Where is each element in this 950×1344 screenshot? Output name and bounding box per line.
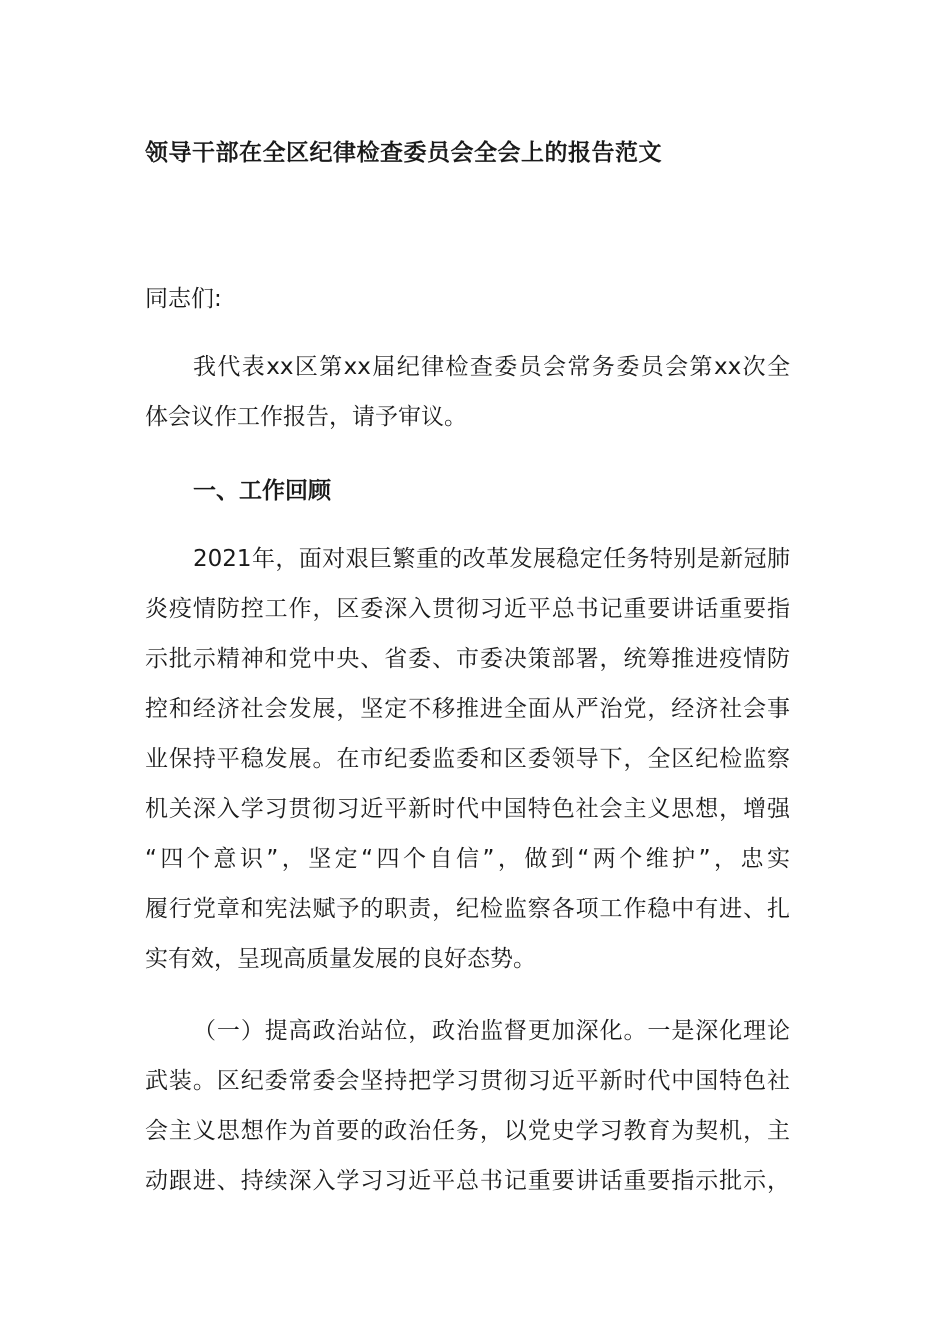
paragraph-line: 我代表xx区第xx届纪律检查委员会常务委员会第xx次全 xyxy=(193,354,790,380)
salutation: 同志们: xyxy=(145,286,222,312)
paragraph-line: （一）提高政治站位，政治监督更加深化。一是深化理论 xyxy=(193,1018,790,1044)
paragraph-line: 履行党章和宪法赋予的职责，纪检监察各项工作稳中有进、扎 xyxy=(145,896,790,922)
paragraph-line: “四个意识”，坚定“四个自信”，做到“两个维护”，忠实 xyxy=(145,846,790,872)
paragraph-line: 动跟进、持续深入学习习近平总书记重要讲话重要指示批示， xyxy=(145,1168,790,1194)
paragraph-line: 控和经济社会发展，坚定不移推进全面从严治党，经济社会事 xyxy=(145,696,790,722)
paragraph-line: 炎疫情防控工作，区委深入贯彻习近平总书记重要讲话重要指 xyxy=(145,596,790,622)
document-title: 领导干部在全区纪律检查委员会全会上的报告范文 xyxy=(145,140,662,166)
paragraph-line: 2021年，面对艰巨繁重的改革发展稳定任务特别是新冠肺 xyxy=(193,546,790,572)
paragraph-line: 业保持平稳发展。在市纪委监委和区委领导下，全区纪检监察 xyxy=(145,746,790,772)
paragraph-line: 示批示精神和党中央、省委、市委决策部署，统筹推进疫情防 xyxy=(145,646,790,672)
paragraph-line: 武装。区纪委常委会坚持把学习贯彻习近平新时代中国特色社 xyxy=(145,1068,790,1094)
paragraph-line: 机关深入学习贯彻习近平新时代中国特色社会主义思想，增强 xyxy=(145,796,790,822)
paragraph-line: 实有效，呈现高质量发展的良好态势。 xyxy=(145,946,536,972)
section-heading: 一、工作回顾 xyxy=(193,478,331,504)
paragraph-line: 体会议作工作报告，请予审议。 xyxy=(145,404,467,430)
paragraph-line: 会主义思想作为首要的政治任务，以党史学习教育为契机，主 xyxy=(145,1118,790,1144)
